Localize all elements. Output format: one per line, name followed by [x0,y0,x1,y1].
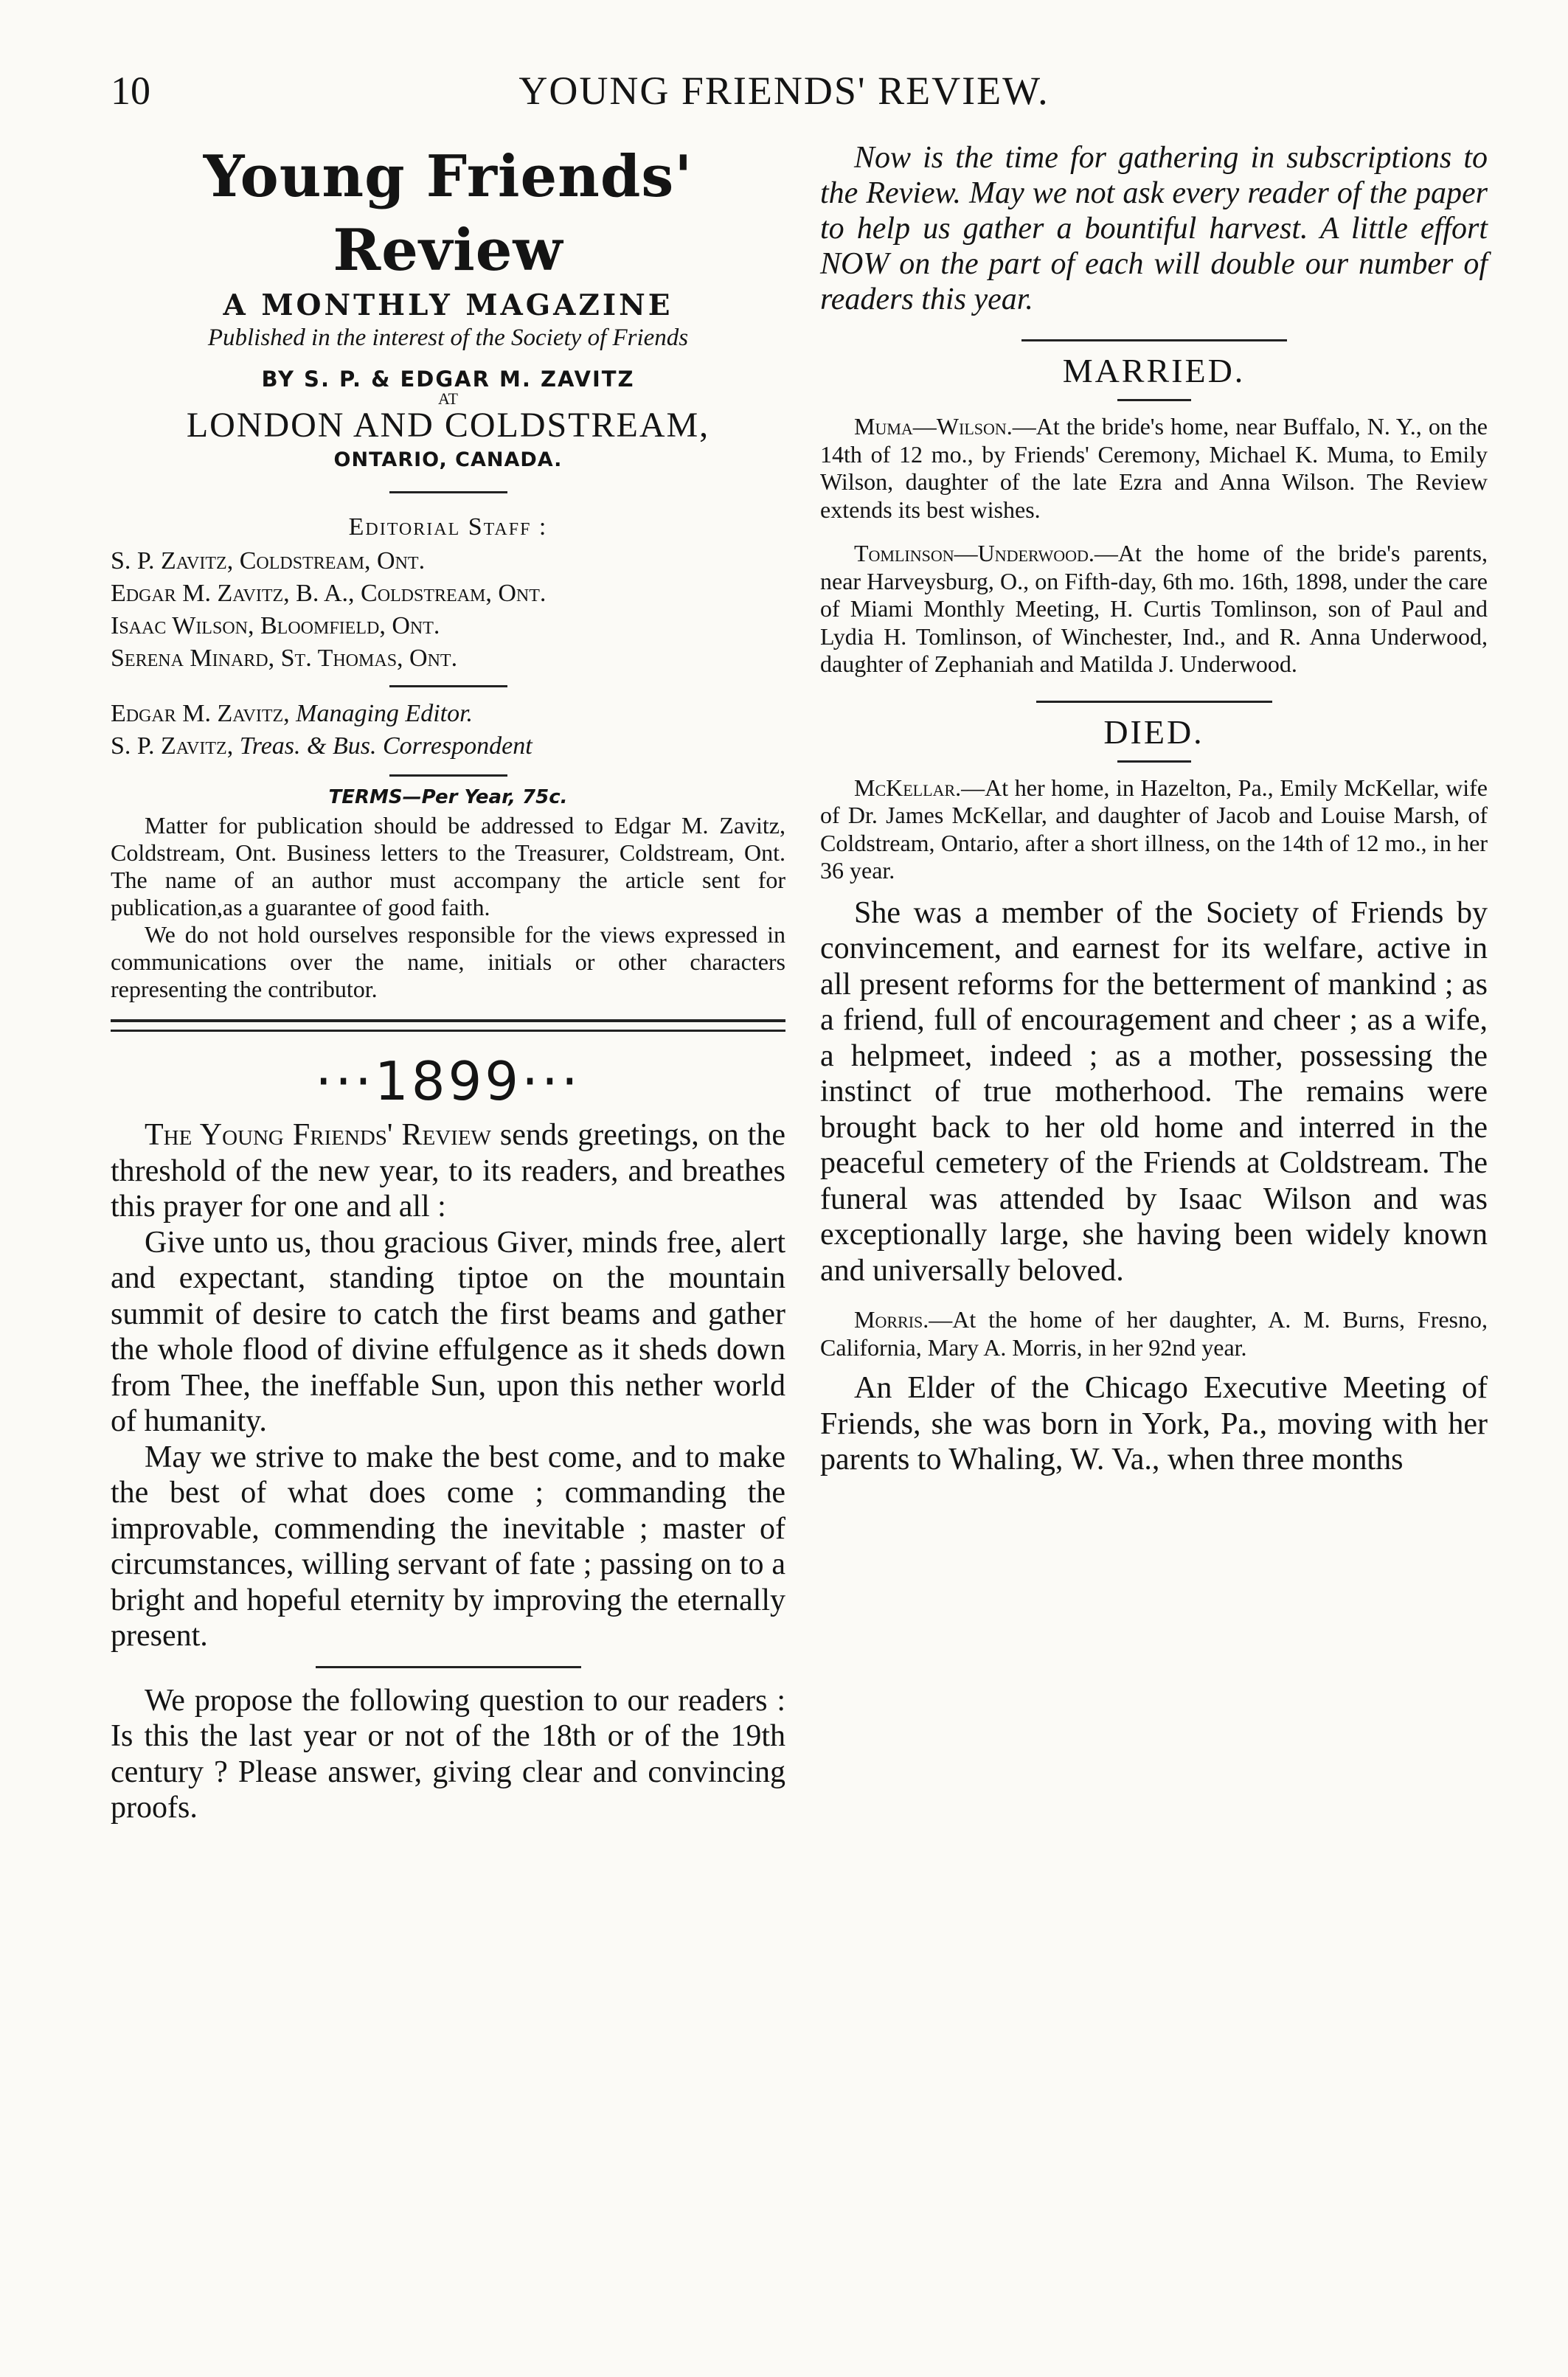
death-text: —At the home of her daughter, A. M. Burns, Fresno, California, Mary A. Morris, in her 92nd year. [820,1306,1488,1361]
masthead-title: Young Friends' Review [203,143,693,284]
married-heading: MARRIED. [1062,352,1246,389]
marriage-names: Tomlinson—Underwood. [854,540,1095,566]
tribute-paragraph: She was a member of the Society of Friends by convincement, and earnest for its welfare, active in all present reforms for the betterment of mankind ; as a friend, full of encouragement and cheer ; as a wife, a helpmeet, indeed ; as a mother, possessing the instinct of true motherhood. The remains were brought back to her old home and interred in the peaceful cemetery of the Friends at Coldstream. The funeral was attended by Isaac Wilson and was exceptionally large, she having been widely known and universally beloved. [820,895,1488,1288]
staff-member: S. P. Zavitz, Coldstream, Ont. [111,547,426,575]
subscription-note: Now is the time for gathering in subscriptions to the Review. May we not ask every reader of the paper to help us gather a bountiful harvest. A little effort NOW on the part of each will double our number of readers this year. [820,141,1488,316]
masthead-publishers: BY S. P. & EDGAR M. ZAVITZ [261,367,635,392]
divider [1036,701,1272,703]
divider [1117,399,1191,401]
divider [389,774,507,777]
editorial-staff-heading: Editorial Staff : [348,513,548,541]
correspondent-name: S. P. Zavitz, [111,732,234,760]
tribute-paragraph: An Elder of the Chicago Executive Meeting of Friends, she was born in York, Pa., moving with her parents to Whaling, W. Va., when three months [820,1371,1488,1476]
masthead-country: ONTARIO, CANADA. [333,448,563,471]
greeting-rest: sends greetings, on the threshold of the new year, to its readers, and breathes this prayer for one and all : [111,1118,785,1224]
century-question: We propose the following question to our readers : Is this the last year or not of the 18th or of the 19th century ? Please answer, giving clear and convincing proofs. [111,1683,785,1825]
prayer-paragraph: Give unto us, thou gracious Giver, minds free, alert and expectant, standing tiptoe on the mountain summit of desire to catch the first beams and gather the whole flood of divine effulgence as it sheds down from Thee, the ineffable Sun, upon this nether world of humanity. [111,1225,785,1438]
staff-member: Edgar M. Zavitz, B. A., Coldstream, Ont. [111,580,547,607]
managing-editor-name: Edgar M. Zavitz, [111,700,290,727]
masthead-place: LONDON AND COLDSTREAM, [186,406,710,445]
marriage-text: —At the bride's home, near Buffalo, N. Y., on the 14th of 12 mo., by Friends' Ceremony, Michael K. Muma, to Emily Wilson, daughter of the late Ezra and Anna Wilson. The Review extends its best wishes. [820,413,1488,523]
staff-member: Isaac Wilson, Bloomfield, Ont. [111,612,440,639]
death-name: Morris. [854,1306,929,1333]
left-column [111,140,785,1826]
masthead-published-in: Published in the interest of the Society of Friends [207,325,689,351]
marriage-notice [820,540,1488,679]
prayer-paragraph: May we strive to make the best come, and to make the best of what does come ; commanding the improvable, commending the inevitable ; master of circumstances, willing servant of fate ; passing on to a bright and hopeful eternity by improving the eternally present. [111,1440,785,1653]
right-column [820,140,1488,1478]
subscription-terms: TERMS—Per Year, 75c. [328,786,568,808]
divider [1117,760,1191,763]
death-text: —At her home, in Hazelton, Pa., Emily McKellar, wife of Dr. James McKellar, and daughter of Jacob and Louise Marsh, of Coldstream, Ontario, after a short illness, on the 14th of 12 mo., in her 36 year. [820,774,1488,884]
greeting-paragraph [111,1117,785,1225]
staff-member: Serena Minard, St. Thomas, Ont. [111,645,458,672]
divider [1021,339,1287,341]
marriage-names: Muma—Wilson. [854,413,1013,440]
divider [389,685,507,687]
greeting-lead: The Young Friends' Review [145,1118,491,1152]
marriage-notice [820,413,1488,524]
death-name: McKellar. [854,774,962,801]
death-notice [820,1306,1488,1361]
year-heading: ···1899··· [315,1050,581,1112]
running-head [111,68,1457,119]
page-number: 10 [111,69,150,113]
notice-paragraph: Matter for publication should be addressed to Edgar M. Zavitz, Coldstream, Ont. Business letters to the Treasurer, Coldstream, Ont. The name of an author must accompany the article sent for publication,as a guarantee of good faith. [111,812,785,920]
double-divider [111,1019,785,1032]
divider [316,1666,581,1668]
death-notice [820,774,1488,885]
masthead-subtitle: A MONTHLY MAGAZINE [223,288,673,322]
managing-editor-role: Managing Editor. [296,700,473,727]
managing-editor-line [111,698,785,730]
journal-header-title: YOUNG FRIENDS' REVIEW. [518,69,1050,113]
masthead-at: AT [438,389,458,408]
correspondent-line [111,730,785,763]
divider [389,491,507,493]
marriage-text: —At the home of the bride's parents, near Harveysburg, O., on Fifth-day, 6th mo. 16th, 1898, under the care of Miami Monthly Meeting, H. Curtis Tomlinson, son of Paul and Lydia H. Tomlinson, of Winchester, Ind., and R. Anna Underwood, daughter of Zephaniah and Matilda J. Underwood. [820,540,1488,677]
correspondent-role: Treas. & Bus. Correspondent [239,732,533,760]
notice-paragraph: We do not hold ourselves responsible for the views expressed in communications over the name, initials or other characters representing the contributor. [111,921,785,1002]
died-heading: DIED. [1103,712,1204,751]
